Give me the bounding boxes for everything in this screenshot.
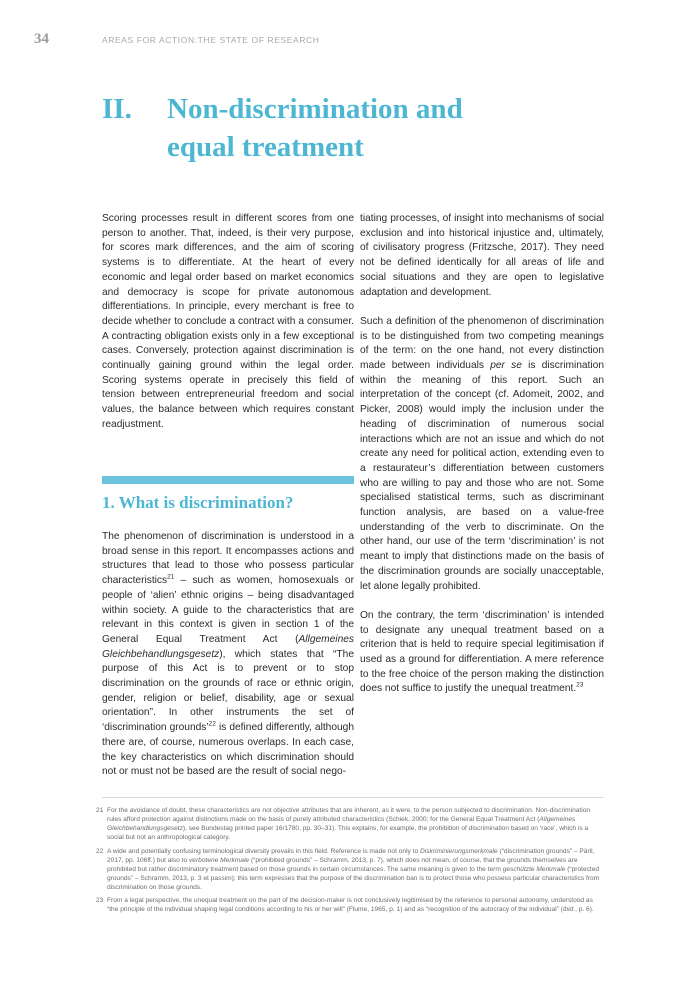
right-column — [360, 212, 604, 712]
footnote-ref-22[interactable]: 22 — [208, 720, 216, 728]
left-column-intro — [102, 212, 354, 447]
left-column-section-body — [102, 530, 354, 795]
footnote-number: 22 — [96, 847, 104, 855]
footnote-22 — [96, 847, 604, 892]
right-paragraph-2: Such a definition of the phenomenon of discrimination is to be distinguished from two competing meanings of the term: on the one hand, not every distinction made between individuals per se is discrimination within the meaning of this report. Such an interpretation of the concept (cf. Adomeit, 2002, and Picker, 2008) would imply the inclusion under the heading of discrimination of numerous social interactions which are not an issue and which do not create any need for political action, extending even to a restaurateur’s differentiation between customers who are willing to pay and those who are not. Some specialised statistical terms, such as discriminant function analysis, are based on a value-free understanding of the verb to discriminate. On the other hand, our use of the term ‘discrimination’ is not meant to imply that distinctions made on the basis of the discrimination grounds are socially unacceptable, let alone legally prohibited. — [360, 315, 604, 592]
footnote-number: 21 — [96, 807, 104, 814]
footnotes — [96, 806, 604, 919]
footnote-text: A wide and potentially confusing terminological diversity prevails in this field. Reference is made not only to Diskriminierungsmerkmale (“discrimination grounds” – Pärli, 2017, pp. 106ff.) but also to verbotene Merkmale (“prohibited grounds” – Schramm, 2013, p. 7), which does not mean, of course, that the grounds themselves are prohibited but rather discriminatory treatment based on those grounds in certain circumstances. The same meaning is given to the term geschützte Merkmale (“protected grounds” – Schramm, 2013, p. 3 et passim); this term expresses that the purpose of the discrimination ban is to protect those who possess particular characteristics from discrimination on those grounds. — [107, 847, 600, 891]
right-paragraph-3: On the contrary, the term ‘discrimination’ is intended to designate any unequal treatment based on a criterion that is held to require special legitimisation if used as a ground for differentiation. A mere reference to the free choice of the person making the distinction does not suffice to justify the unequal treatment.$^{23}$ — [360, 609, 604, 695]
chapter-number: II. — [102, 93, 132, 125]
footnote-divider — [102, 797, 604, 798]
footnote-text: From a legal perspective, the unequal treatment on the part of the decision-maker is not conclusively legitimised by the reference to personal autonomy, understood as “the principle of the individual shaping legal conditions according to his or her will” (Flume, 1965, p. 1) and as “recognition of the autocracy of the individual” (ibid., p. 6). — [107, 897, 594, 913]
running-head: AREAS FOR ACTION:THE STATE OF RESEARCH — [102, 35, 320, 45]
chapter-title: Non-discrimination and equal treatment — [167, 93, 463, 163]
footnote-ref-23[interactable]: 23 — [576, 682, 584, 690]
right-paragraph-1: tiating processes, of insight into mechanisms of social exclusion and into historical injustice and, ultimately, of civilisatory progress (Fritzsche, 2017). They need not be defined identically for all areas of life and social situations and they are open to legislative adaptation and development. — [360, 213, 604, 298]
section-divider-bar — [102, 476, 354, 484]
page-number: 34 — [34, 31, 49, 47]
section-paragraph: The phenomenon of discrimination is understood in a broad sense in this report. It encompasses actions and structures that lead to those who possess particular characteristics$^{21}$ – such as women, homosexuals or people of ‘alien’ ethnic origins – being disadvantaged within society. A guide to the characteristics that are relevant in this context is given in section 1 of the General Equal Treatment Act (Allgemeines Gleichbehandlungsgesetz), which states that “The purpose of this Act is to prevent or to stop discrimination on the grounds of race or ethnic origin, gender, religion or belief, disability, age or sexual orientation”. In other instruments the set of ‘discrimination grounds’$^{22}$ is defined differently, although there are, of course, numerous overlaps. In each case, the key characteristics on which discrimination should not or must not be based are the result of social nego- — [102, 531, 355, 778]
section-heading: 1. What is discrimination? — [102, 493, 294, 512]
footnote-21 — [96, 806, 604, 842]
footnote-ref-21[interactable]: 21 — [167, 573, 175, 581]
footnote-number: 23 — [96, 897, 104, 904]
footnote-23 — [96, 896, 604, 914]
intro-paragraph: Scoring processes result in different scores from one person to another. That, indeed, is their very purpose, for scores mark differences, and the aim of scoring systems is to differentiate. At the heart of every economic and legal order based on market economics and democracy is scope for private autonomous differentiations. In principle, every merchant is free to decide whether to conclude a contract with a consumer. A contracting obligation exists only in a few exceptional cases. Conversely, protection against discrimination is continually gaining ground within the legal order. Scoring systems operate in precisely this field of tension between entrepreneurial freedom and social values, the balance between which requires constant readjustment. — [102, 213, 354, 430]
footnote-text: For the avoidance of doubt, these characteristics are not objective attributes that are inherent, as it were, to the person subjected to discrimination. Non-discrimination rules afford protection against distinctions made on the basis of purely attributed characteristics (Schiek, 2000; for the General Equal Treatment Act (Allgemeines Gleichbehandlungsgesetz), see Bundestag printed paper 16/1780, pp. 30–31). This explains, for example, the prohibition of discrimination based on ‘race’, which is a social but not an anthropological category. — [107, 807, 591, 841]
